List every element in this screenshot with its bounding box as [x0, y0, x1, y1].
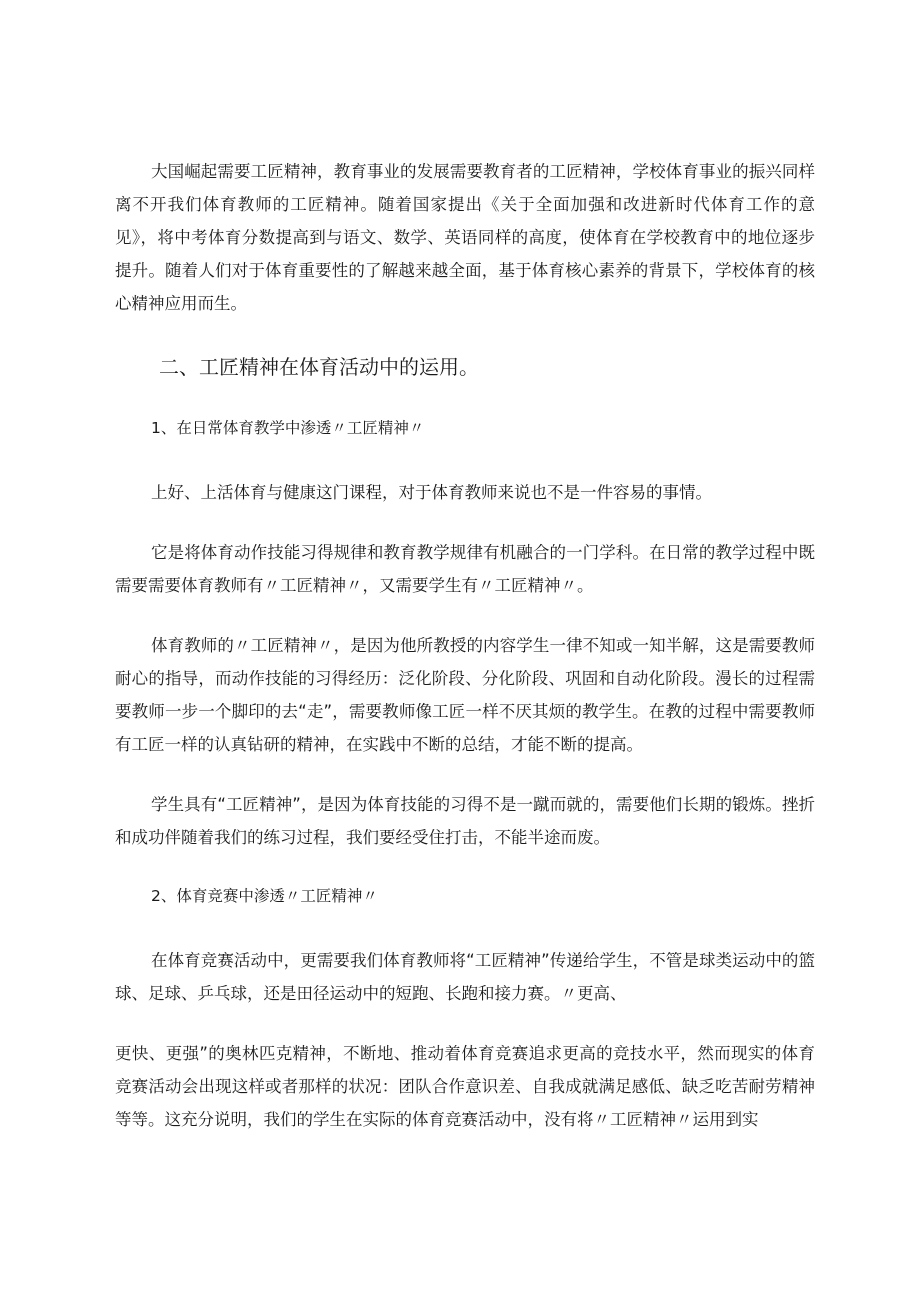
paragraph-competition-2: 更快、更强”的奥林匹克精神，不断地、推动着体育竞赛追求更高的竞技水平，然而现实的体育竞赛活动会出现这样或者那样的状况：团队合作意识差、自我成就满足感低、缺乏吃苦耐劳精神等等。这充分说明，我们的学生在实际的体育竞赛活动中，没有将〃工匠精神〃运用到实	[115, 1044, 815, 1129]
paragraph-student-spirit: 学生具有“工匠精神”，是因为体育技能的习得不是一蹴而就的，需要他们长期的锻炼。挫折和成功伴随着我们的练习过程，我们要经受住打击，不能半途而废。	[115, 795, 815, 847]
subsection-2-heading: 2、体育竞赛中渗透〃工匠精神〃	[151, 887, 378, 905]
subsection-1-heading: 1、在日常体育教学中渗透〃工匠精神〃	[151, 419, 425, 437]
document-body	[115, 155, 815, 1136]
section-heading: 二、工匠精神在体育活动中的运用。	[159, 355, 479, 379]
paragraph-teacher-spirit: 体育教师的〃工匠精神〃，是因为他所教授的内容学生一律不知或一知半解，这是需要教师耐心的指导，而动作技能的习得经历：泛化阶段、分化阶段、巩固和自动化阶段。漫长的过程需要教师一步一个脚印的去“走”，需要教师像工匠一样不厌其烦的教学生。在教的过程中需要教师有工匠一样的认真钻研的精神，在实践中不断的总结，才能不断的提高。	[115, 636, 815, 754]
paragraph-course: 上好、上活体育与健康这门课程，对于体育教师来说也不是一件容易的事情。	[151, 483, 712, 502]
paragraph-competition-1: 在体育竞赛活动中，更需要我们体育教师将“工匠精神”传递给学生，不管是球类运动中的篮球、足球、乒乓球，还是田径运动中的短跑、长跑和接力赛。〃更高、	[115, 951, 815, 1003]
intro-paragraph: 大国崛起需要工匠精神，教育事业的发展需要教育者的工匠精神，学校体育事业的振兴同样离不开我们体育教师的工匠精神。随着国家提出《关于全面加强和改进新时代体育工作的意见》，将中考体育分数提高到与语文、数学、英语同样的高度，使体育在学校教育中的地位逐步提升。随着人们对于体育重要性的了解越来越全面，基于体育核心素养的背景下，学校体育的核心精神应用而生。	[115, 162, 815, 313]
paragraph-discipline: 它是将体育动作技能习得规律和教育教学规律有机融合的一门学科。在日常的教学过程中既需要需要体育教师有〃工匠精神〃，又需要学生有〃工匠精神〃。	[115, 543, 815, 595]
